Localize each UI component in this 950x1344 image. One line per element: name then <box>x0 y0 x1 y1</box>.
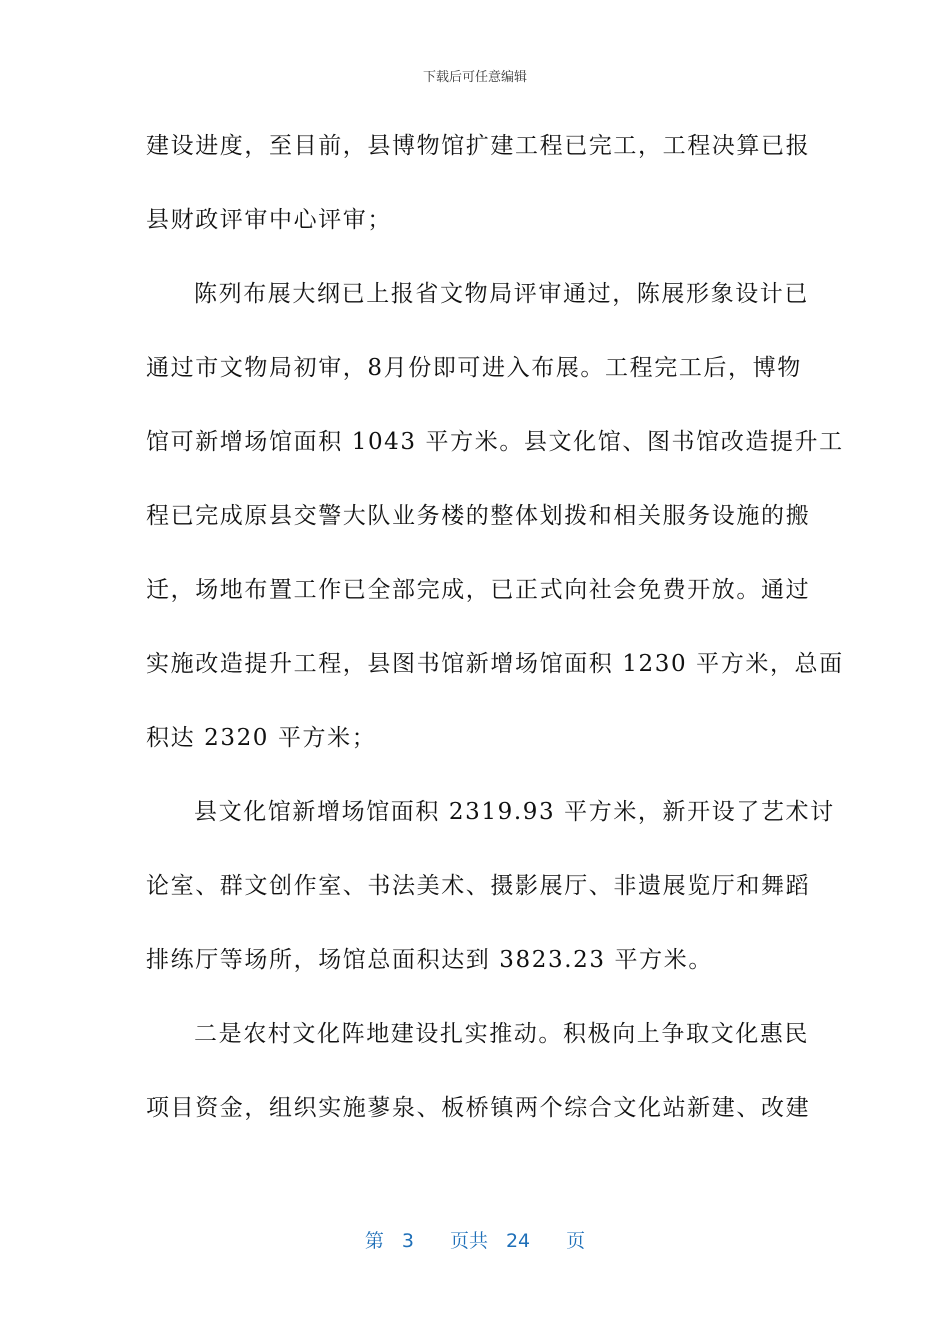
text-line: 通过市文物局初审，8月份即可进入布展。工程完工后，博物 <box>146 355 802 381</box>
text-line: 馆可新增场馆面积 1043 平方米。县文化馆、图书馆改造提升工 <box>146 429 844 455</box>
text-line: 建设进度，至目前，县博物馆扩建工程已完工，工程决算已报 <box>146 133 811 159</box>
text-line-indented: 陈列布展大纲已上报省文物局评审通过，陈展形象设计已 <box>194 281 809 307</box>
text-line: 项目资金，组织实施蓼泉、板桥镇两个综合文化站新建、改建 <box>146 1095 811 1121</box>
text-line: 县财政评审中心评审； <box>146 207 392 233</box>
text-line: 实施改造提升工程，县图书馆新增场馆面积 1230 平方米，总面 <box>146 651 844 677</box>
text-line: 程已完成原县交警大队业务楼的整体划拨和相关服务设施的搬 <box>146 503 811 529</box>
page-footer <box>0 1226 950 1253</box>
page-prefix: 第 <box>364 1230 384 1252</box>
page-suffix: 页 <box>566 1230 586 1252</box>
text-line: 迁，场地布置工作已全部完成，已正式向社会免费开放。通过 <box>146 577 811 603</box>
text-line-indented: 二是农村文化阵地建设扎实推动。积极向上争取文化惠民 <box>194 1021 809 1047</box>
text-line-indented: 县文化馆新增场馆面积 2319.93 平方米，新开设了艺术讨 <box>194 799 835 825</box>
text-line: 积达 2320 平方米； <box>146 725 377 751</box>
text-line: 论室、群文创作室、书法美术、摄影展厅、非遗展览厅和舞蹈 <box>146 873 811 899</box>
text-line: 排练厅等场所，场馆总面积达到 3823.23 平方米。 <box>146 947 713 973</box>
document-body <box>146 120 844 1156</box>
page-header-note: 下载后可任意编辑 <box>422 70 527 85</box>
page-current: 3 <box>401 1230 414 1252</box>
page-middle: 页共 <box>449 1230 488 1252</box>
page-total: 24 <box>505 1230 531 1252</box>
